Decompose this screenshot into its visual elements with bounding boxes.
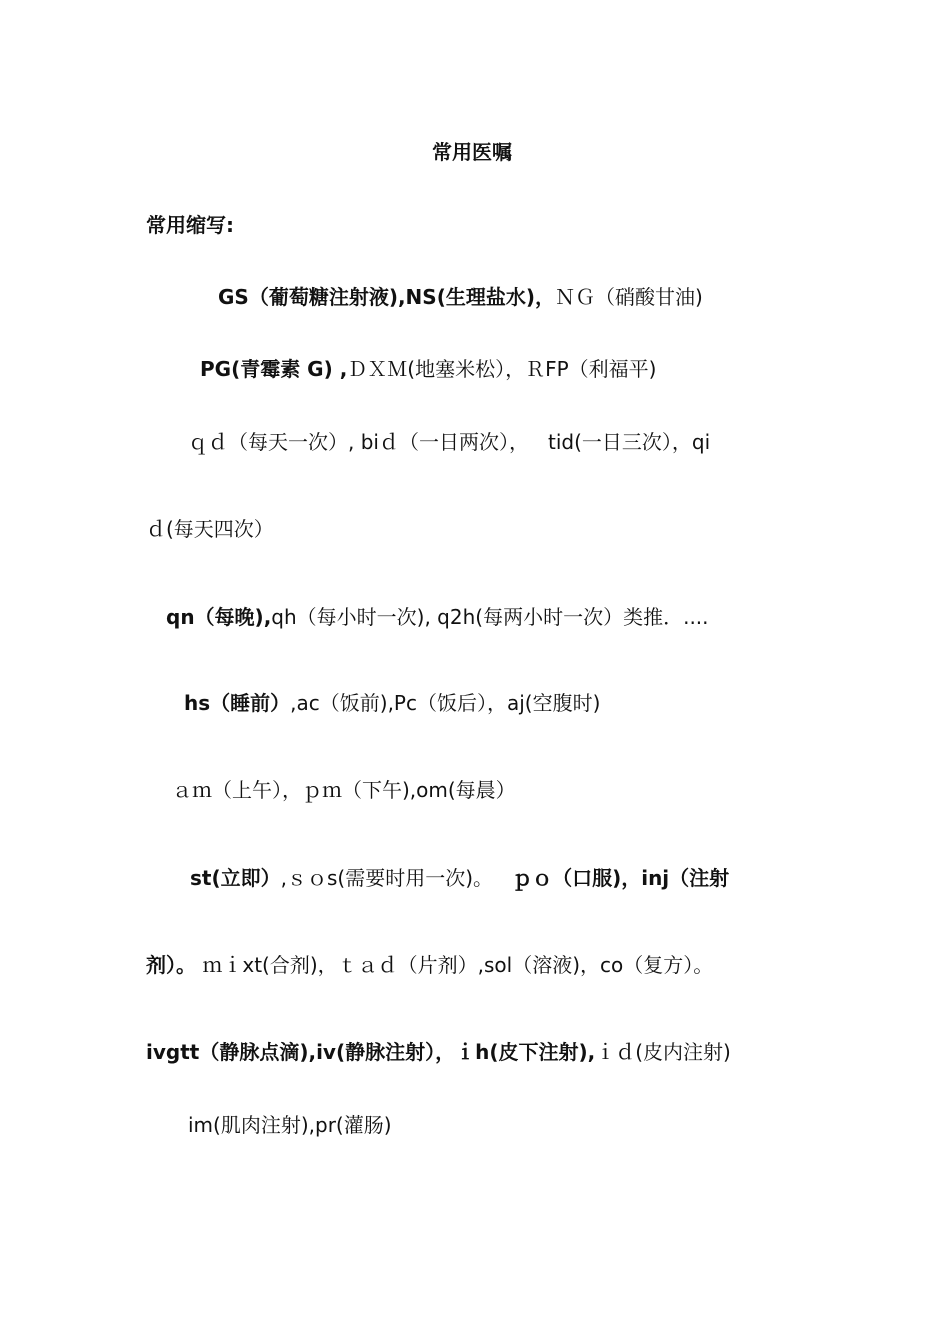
text-segment: ivgtt（静脉点滴),iv(静脉注射），ｉh(皮下注射), [146,1040,596,1064]
text-segment: ｍｉxt(合剂)，ｔａｄ（片剂）,sol（溶液)，co（复方）。 [196,953,714,977]
text-segment: ,ac（饭前),Pc（饭后），aj(空腹时) [290,691,601,715]
document-title: 常用医嘱 [432,140,512,164]
text-segment: im(肌肉注射),pr(灌肠) [188,1113,392,1137]
text-line [190,864,729,892]
text-line [184,689,600,717]
text-line [172,776,516,804]
text-line [218,283,703,311]
text-segment: ｉｄ(皮内注射) [595,1040,731,1064]
text-line [166,603,709,631]
text-segment: qh（每小时一次), q2h(每两小时一次）类推．.... [271,605,709,629]
text-segment: st(立即） [190,866,281,890]
text-segment: ｐｏ（口服)，inj（注射 [512,866,730,890]
text-segment: PG(青霉素 G) , [200,357,348,381]
text-segment: ａｍ（上午），ｐｍ（下午),om(每晨） [172,778,516,802]
text-line [146,951,713,979]
text-segment: ｄ(每天四次） [146,517,274,541]
text-line [188,428,710,456]
text-segment: ＤＸＭ(地塞米松），ＲFP（利福平) [347,357,657,381]
text-segment: qn（每晚), [166,605,272,629]
text-segment: ｑｄ（每天一次）, biｄ（一日两次）， tid(一日三次），qi [188,430,711,454]
text-line [200,355,656,383]
text-segment: hs（睡前） [184,691,291,715]
text-line [188,1111,392,1139]
text-segment: 剂）。 [146,953,196,977]
text-segment: GS（葡萄糖注射液),NS(生理盐水)， [218,285,555,309]
text-segment: ＮＧ（硝酸甘油) [554,285,703,309]
text-line [146,1038,731,1066]
text-segment: ,ｓｏs(需要时用一次)。 [280,866,513,890]
text-line [146,515,274,543]
section-heading: 常用缩写: [146,213,234,237]
